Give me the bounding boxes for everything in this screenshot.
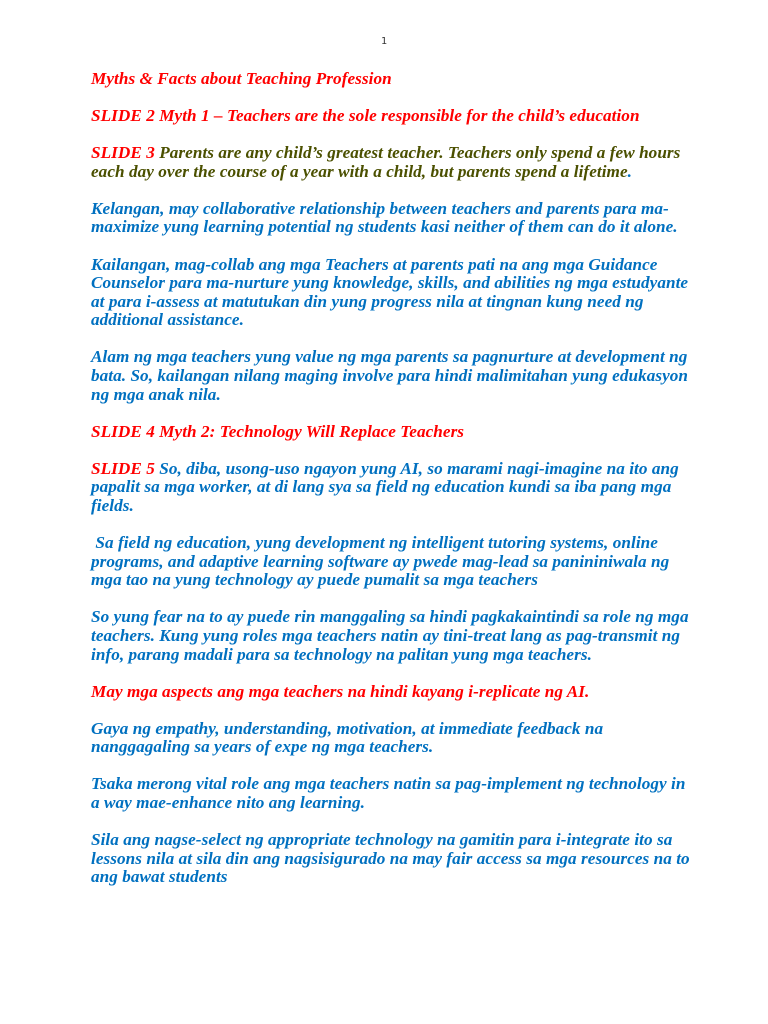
paragraph-parents-value: Alam ng mga teachers yung value ng mga parents sa pagnurture at development ng bata. So, kailangan nilang maging involve para hindi malimitahan yung edukasyon ng mga anak nila. <box>91 347 689 404</box>
slide-5-label: SLIDE 5 <box>91 458 155 478</box>
document-title: Myths & Facts about Teaching Profession <box>91 69 392 88</box>
document-body <box>91 70 691 905</box>
paragraph-education-technology: Sa field ng education, yung development ng intelligent tutoring systems, online programs, and adaptive learning software ay pwede mag-lead sa panininiwala ng mga tao na yung technology ay puede pumalit sa mga teachers <box>91 533 670 590</box>
paragraph-guidance-counselor: Kailangan, mag-collab ang mga Teachers at parents pati na ang mga Guidance Counselor para ma-nurture yung knowledge, skills, and abilities ng mga estudyante at para i-assess at matutukan din yung progress nila at tingnan kung need ng additional assistance. <box>91 254 689 330</box>
page-number: 1 <box>380 36 388 47</box>
slide-3-label: SLIDE 3 <box>91 143 155 163</box>
paragraph-fear: So yung fear na to ay puede rin manggaling sa hindi pagkakaintindi sa role ng mga teachers. Kung yung roles mga teachers natin ay tini-treat lang as pag-transmit ng info, parang madali para sa technology na palitan yung mga teachers. <box>91 607 689 664</box>
slide-5-paragraph <box>91 460 691 516</box>
paragraph-vital-role: Tsaka merong vital role ang mga teachers natin sa pag-implement ng technology in a way mae-enhance nito ang learning. <box>91 774 686 813</box>
highlight-statement: May mga aspects ang mga teachers na hindi kayang i-replicate ng AI. <box>91 681 590 701</box>
slide-2-heading: SLIDE 2 Myth 1 – Teachers are the sole responsible for the child’s education <box>91 106 640 126</box>
paragraph-select-technology: Sila ang nagse-select ng appropriate technology na gamitin para i-integrate ito sa lessons nila at sila din ang nagsisigurado na may fair access sa mga resources na to ang bawat students <box>91 830 690 887</box>
slide-5-text: So, diba, usong-uso ngayon yung AI, so marami nagi-imagine na ito ang papalit sa mga worker, at di lang sya sa field ng education kundi sa iba pang mga fields. <box>91 458 679 515</box>
slide-3-period: . <box>627 161 632 181</box>
slide-3-paragraph <box>91 144 691 181</box>
slide-4-heading: SLIDE 4 Myth 2: Technology Will Replace Teachers <box>91 421 465 441</box>
paragraph-collaboration: Kelangan, may collaborative relationship between teachers and parents para ma-maximize yung learning potential ng students kasi neither of them can do it alone. <box>91 198 678 237</box>
paragraph-empathy: Gaya ng empathy, understanding, motivation, at immediate feedback na nanggagaling sa years of expe ng mga teachers. <box>91 718 604 757</box>
slide-3-text: Parents are any child’s greatest teacher. Teachers only spend a few hours each day over the course of a year with a child, but parents spend a lifetime <box>91 143 681 181</box>
